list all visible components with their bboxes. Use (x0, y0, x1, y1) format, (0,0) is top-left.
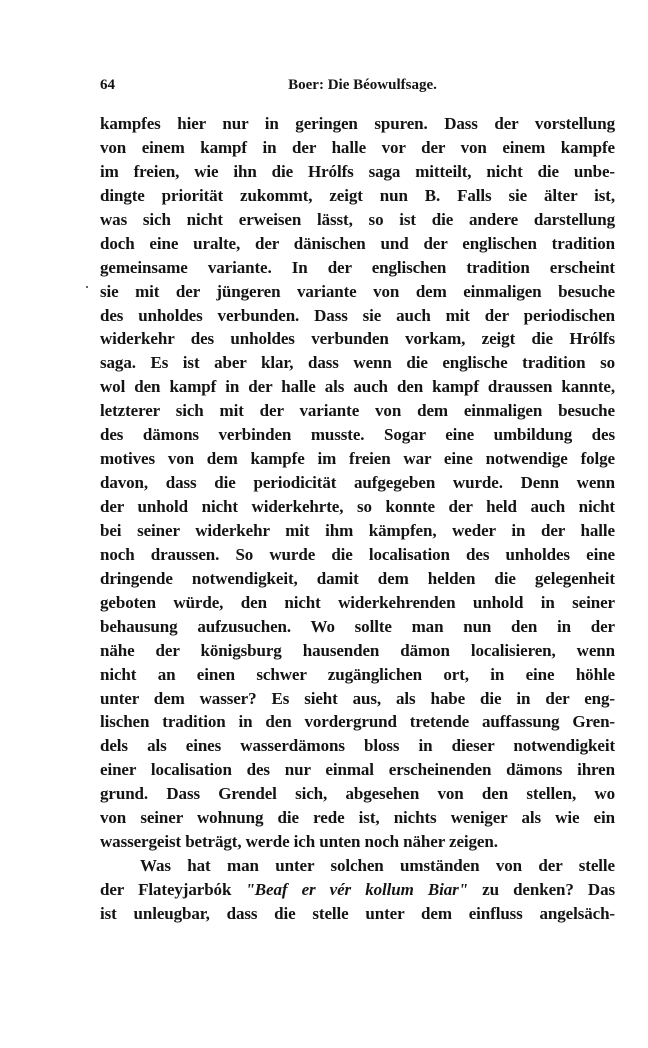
text-line: nähe der königsburg hausenden dämon localisieren, wenn (100, 640, 615, 660)
text-line: des dämons verbinden musste. Sogar eine umbildung des (100, 425, 615, 445)
text-line-with-quote (100, 878, 615, 902)
text-line: ist unleugbar, dass die stelle unter dem einfluss angelsäch- (100, 903, 615, 923)
text-line: einer localisation des nur einmal erscheinenden dämons ihren (100, 760, 615, 780)
text-line: davon, dass die periodicität aufgegeben wurde. Denn wenn (100, 473, 615, 493)
text-line: wol den kampf in der halle als auch den kampf draussen kannte, (100, 377, 615, 397)
text-line: von einem kampf in der halle vor der von einem kampfe (100, 137, 615, 157)
page-number: 64 (100, 77, 115, 93)
text-line: motives von dem kampfe im freien war eine notwendige folge (100, 449, 615, 469)
text-segment: zu denken? Das (468, 880, 616, 899)
text-line: doch eine uralte, der dänischen und der englischen tradition (100, 233, 615, 253)
text-segment: der Flateyjarbók (100, 880, 246, 899)
text-line: unter dem wasser? Es sieht aus, als habe die in der eng- (100, 688, 615, 708)
page-header (100, 77, 615, 101)
text-line: letzterer sich mit der variante von dem einmaligen besuche (100, 401, 615, 421)
text-line: saga. Es ist aber klar, dass wenn die englische tradition so (100, 353, 615, 373)
body-text (100, 112, 615, 926)
text-line: der unhold nicht widerkehrte, so konnte der held auch nicht (100, 497, 615, 516)
text-line: sie mit der jüngeren variante von dem einmaligen besuche (100, 281, 615, 301)
text-line: behausung aufzusuchen. Wo sollte man nun den in der (100, 616, 615, 636)
text-line: geboten würde, den nicht widerkehrenden unhold in seiner (100, 592, 615, 612)
running-title: Boer: Die Béowulfsage. (288, 77, 437, 93)
text-line: dringende notwendigkeit, damit dem helden die gelegenheit (100, 568, 615, 588)
paragraph-start-line: Was hat man unter solchen umständen von der stelle (140, 856, 615, 876)
text-line: widerkehr des unholdes verbunden vorkam, zeigt die Hrólfs (100, 329, 615, 349)
text-line: noch draussen. So wurde die localisation des unholdes eine (100, 544, 615, 564)
text-line: lischen tradition in den vordergrund tretende auffassung Gren- (100, 712, 615, 732)
text-line: im freien, wie ihn die Hrólfs saga mitteilt, nicht die unbe- (100, 161, 615, 181)
text-line: grund. Dass Grendel sich, abgesehen von den stellen, wo (100, 784, 615, 804)
text-line: bei seiner widerkehr mit ihm kämpfen, weder in der halle (100, 520, 615, 540)
text-line: nicht an einen schwer zugänglichen ort, in eine höhle (100, 664, 615, 684)
text-line: was sich nicht erweisen lässt, so ist die andere darstellung (100, 209, 615, 229)
text-line: kampfes hier nur in geringen spuren. Dass der vorstellung (100, 114, 615, 133)
text-line: gemeinsame variante. In der englischen tradition erscheint (100, 257, 615, 277)
margin-speck (86, 286, 88, 288)
text-line: des unholdes verbunden. Dass sie auch mit der periodischen (100, 305, 615, 325)
text-line: dels als eines wasserdämons bloss in dieser notwendigkeit (100, 736, 615, 756)
text-line: dingte priorität zukommt, zeigt nun B. Falls sie älter ist, (100, 185, 615, 205)
quoted-phrase: "Beaf er vér kollum Biar" (245, 880, 468, 899)
text-line: wassergeist beträgt, werde ich unten noch näher zeigen. (100, 832, 498, 852)
text-line: von seiner wohnung die rede ist, nichts weniger als wie ein (100, 808, 615, 828)
